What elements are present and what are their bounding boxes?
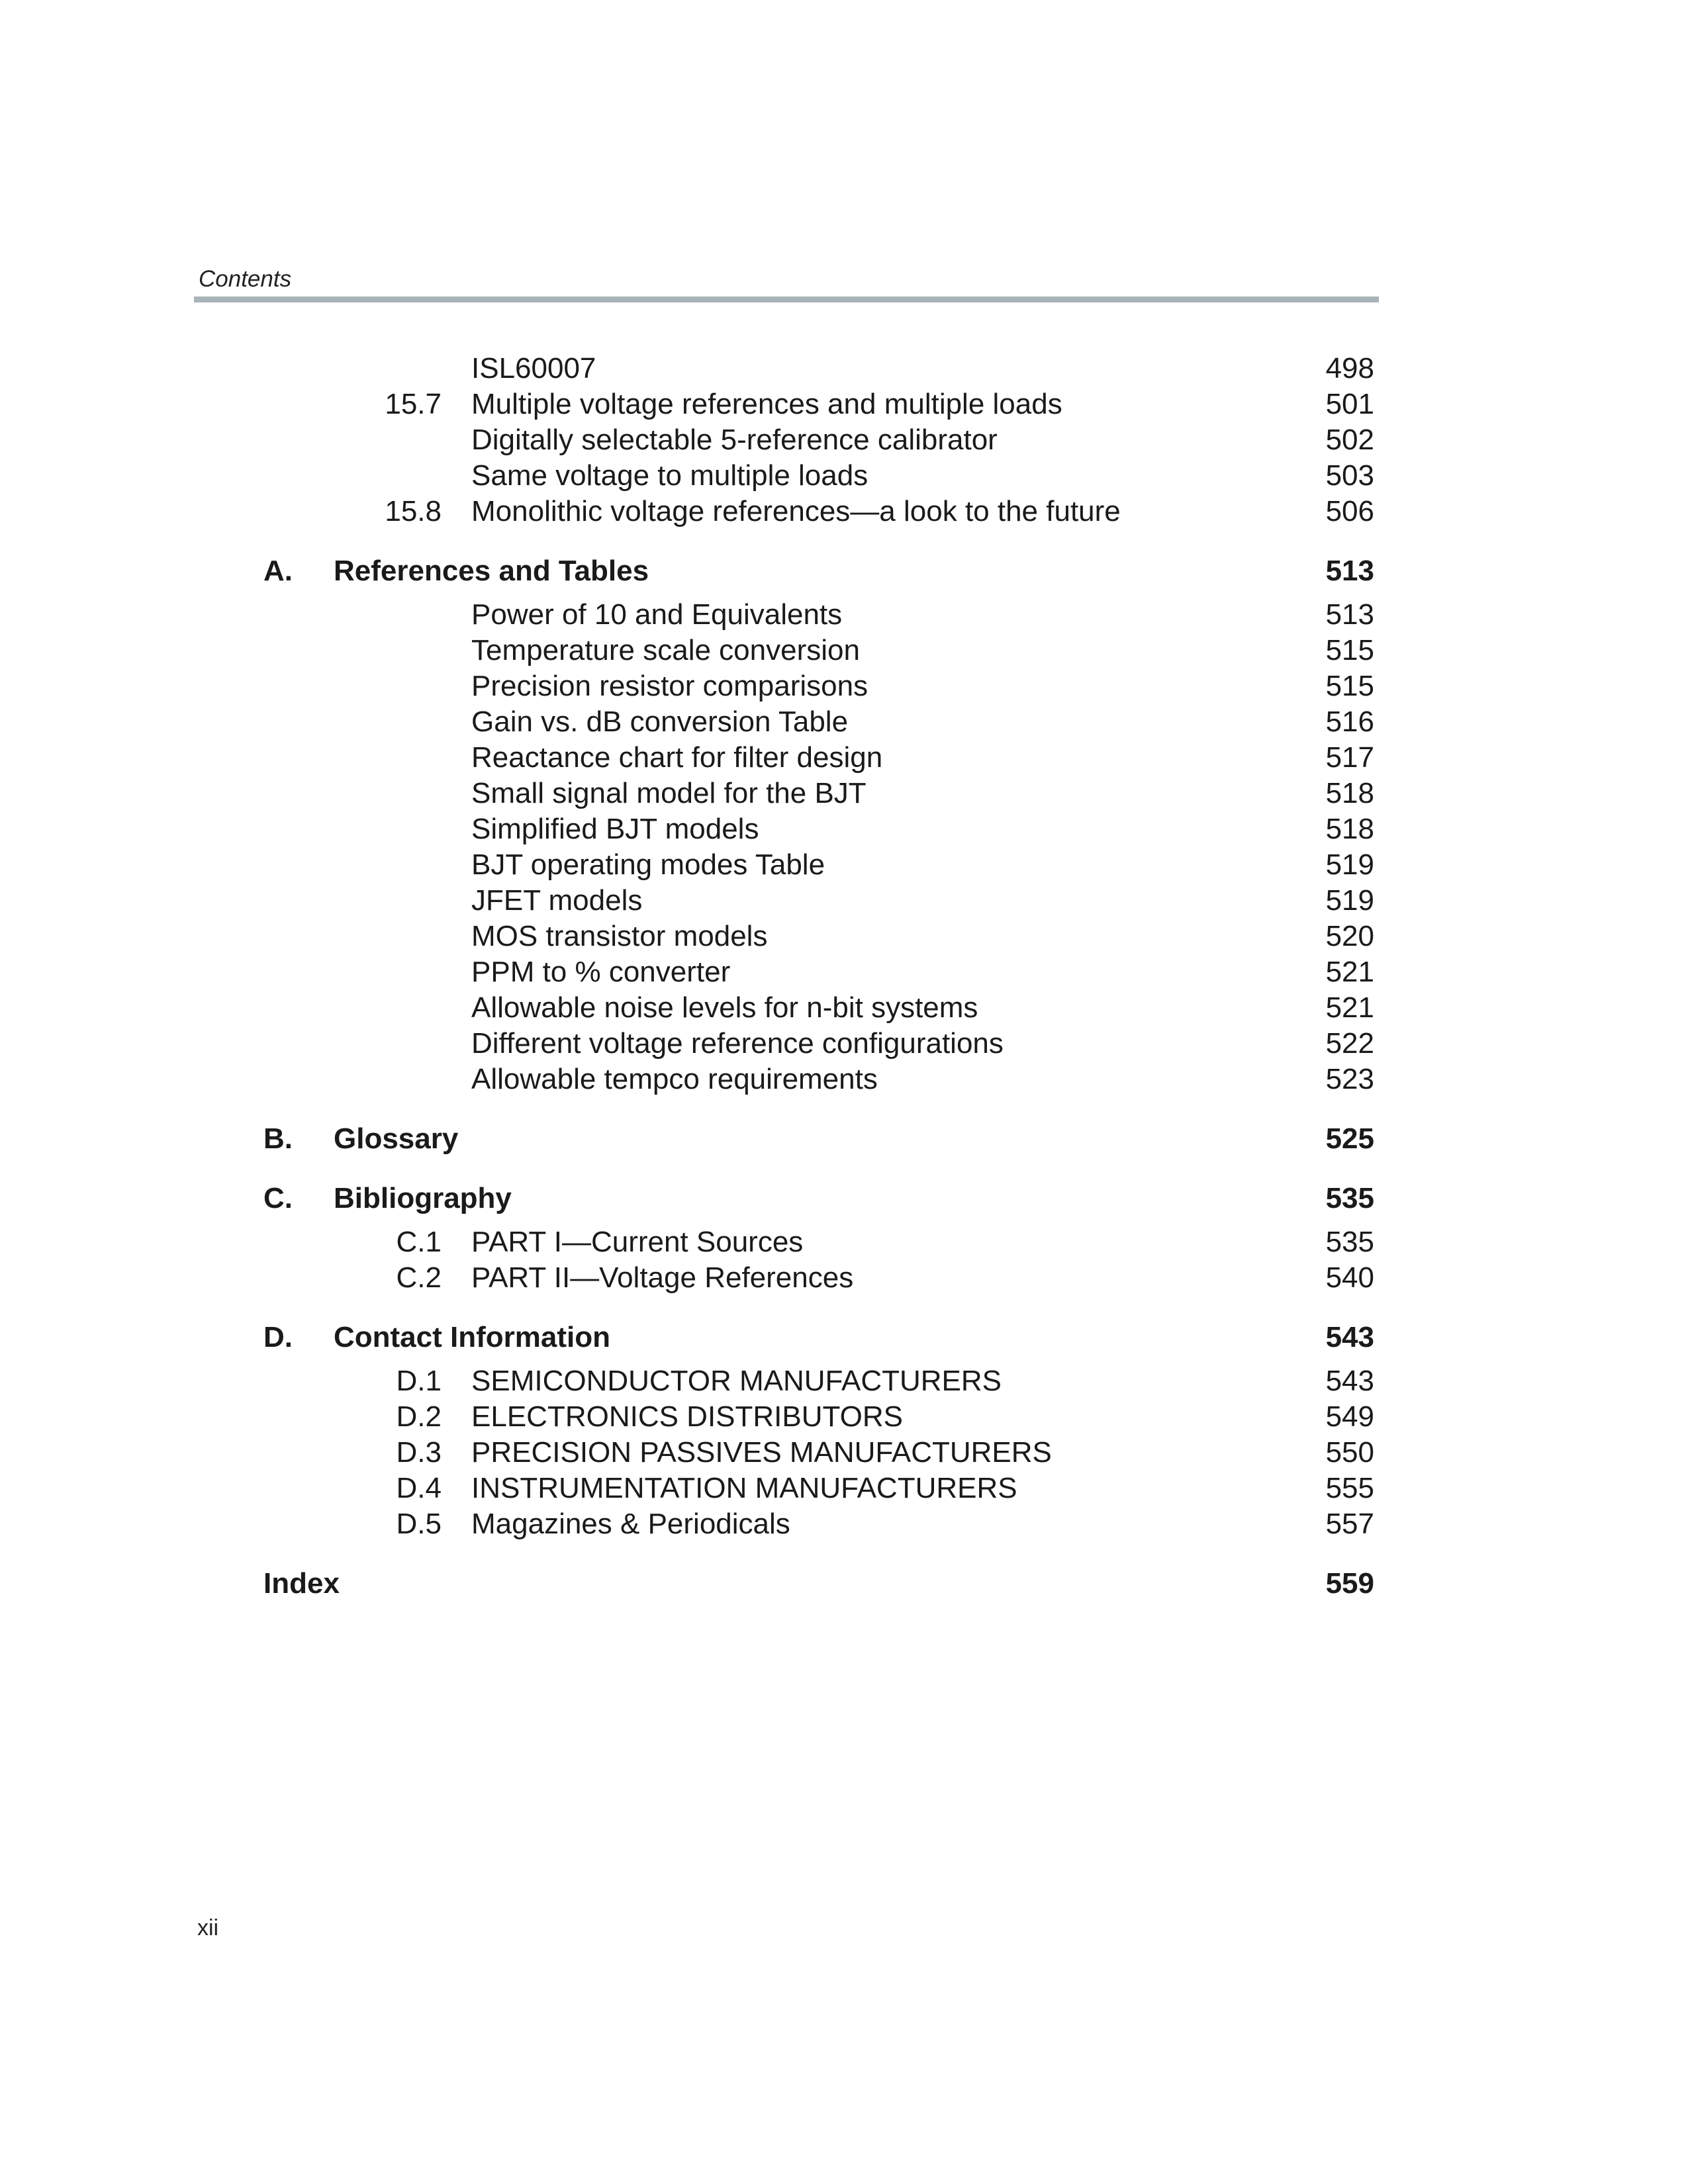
toc-entry[interactable] [0, 776, 1688, 811]
toc-entry-page: 519 [1325, 848, 1374, 881]
toc-entry-page: 518 [1325, 813, 1374, 845]
toc-entry-title: PPM to % converter [471, 956, 731, 988]
toc-entry[interactable] [0, 668, 1688, 704]
toc-entry-title: Different voltage reference configurations [471, 1027, 1004, 1060]
toc-entry[interactable] [0, 597, 1688, 633]
toc-entry-title: ELECTRONICS DISTRIBUTORS [471, 1400, 903, 1433]
toc-entry-title: Same voltage to multiple loads [471, 459, 868, 492]
toc-entry[interactable] [0, 1471, 1688, 1506]
toc-entry[interactable] [0, 458, 1688, 494]
toc-entry-title: Power of 10 and Equivalents [471, 598, 843, 631]
appendix-letter: C. [263, 1182, 293, 1214]
toc-entry-title: ISL60007 [471, 352, 596, 385]
toc-entry-title: SEMICONDUCTOR MANUFACTURERS [471, 1365, 1002, 1397]
toc-entry-page: 550 [1325, 1436, 1374, 1469]
toc-entry-page: 543 [1325, 1365, 1374, 1397]
toc-entry[interactable] [0, 811, 1688, 847]
toc-entry-page: 555 [1325, 1472, 1374, 1504]
toc-entry-number: 15.7 [385, 388, 442, 420]
toc-entry-title: Digitally selectable 5-reference calibrator [471, 424, 998, 456]
toc-entry-page: 503 [1325, 459, 1374, 492]
index-heading[interactable] [0, 1566, 1688, 1602]
toc-entry-title: Temperature scale conversion [471, 634, 860, 666]
toc-entry-page: 523 [1325, 1063, 1374, 1095]
table-of-contents [0, 351, 1688, 1610]
toc-entry-number: C.1 [396, 1226, 442, 1258]
toc-entry[interactable] [0, 704, 1688, 740]
toc-entry-page: 549 [1325, 1400, 1374, 1433]
toc-entry-page: 535 [1325, 1226, 1374, 1258]
toc-entry-number: D.4 [396, 1472, 442, 1504]
appendix-page: 535 [1325, 1182, 1374, 1214]
toc-entry-page: 502 [1325, 424, 1374, 456]
appendix-b-heading[interactable] [0, 1121, 1688, 1157]
toc-entry-title: PART I—Current Sources [471, 1226, 804, 1258]
toc-entry-title: Monolithic voltage references—a look to the future [471, 495, 1121, 527]
toc-entry-page: 498 [1325, 352, 1374, 385]
toc-entry[interactable] [0, 1224, 1688, 1260]
toc-entry[interactable] [0, 387, 1688, 422]
toc-entry[interactable] [0, 351, 1688, 387]
toc-entry-title: INSTRUMENTATION MANUFACTURERS [471, 1472, 1017, 1504]
toc-entry[interactable] [0, 883, 1688, 919]
toc-entry[interactable] [0, 1363, 1688, 1399]
appendix-d-heading[interactable] [0, 1320, 1688, 1355]
appendix-title: Bibliography [334, 1182, 512, 1214]
toc-entry-number: D.1 [396, 1365, 442, 1397]
toc-entry[interactable] [0, 919, 1688, 954]
toc-entry[interactable] [0, 1260, 1688, 1296]
toc-entry-number: D.3 [396, 1436, 442, 1469]
toc-entry[interactable] [0, 494, 1688, 529]
toc-entry-title: Magazines & Periodicals [471, 1508, 790, 1540]
toc-entry-title: Small signal model for the BJT [471, 777, 867, 809]
toc-entry-title: Simplified BJT models [471, 813, 759, 845]
toc-entry-title: Gain vs. dB conversion Table [471, 705, 849, 738]
toc-entry-page: 519 [1325, 884, 1374, 917]
toc-entry[interactable] [0, 1435, 1688, 1471]
toc-entry-page: 522 [1325, 1027, 1374, 1060]
toc-entry[interactable] [0, 954, 1688, 990]
appendix-title: Glossary [334, 1122, 459, 1155]
toc-entry[interactable] [0, 422, 1688, 458]
toc-entry-title: Reactance chart for filter design [471, 741, 883, 774]
running-head: Contents [199, 266, 292, 292]
toc-entry-title: BJT operating modes Table [471, 848, 825, 881]
appendix-letter: B. [263, 1122, 293, 1155]
toc-entry[interactable] [0, 1026, 1688, 1062]
toc-entry-page: 520 [1325, 920, 1374, 952]
appendix-title: Contact Information [334, 1321, 610, 1353]
page-number: xii [197, 1915, 219, 1940]
appendix-page: 525 [1325, 1122, 1374, 1155]
toc-entry[interactable] [0, 847, 1688, 883]
toc-entry-page: 517 [1325, 741, 1374, 774]
toc-entry-title: Multiple voltage references and multiple loads [471, 388, 1062, 420]
toc-entry-page: 515 [1325, 670, 1374, 702]
appendix-letter: D. [263, 1321, 293, 1353]
toc-entry-page: 501 [1325, 388, 1374, 420]
appendix-c-heading[interactable] [0, 1181, 1688, 1216]
toc-entry-number: C.2 [396, 1261, 442, 1294]
toc-entry[interactable] [0, 1506, 1688, 1542]
toc-entry-page: 518 [1325, 777, 1374, 809]
toc-entry-title: JFET models [471, 884, 643, 917]
toc-entry-page: 515 [1325, 634, 1374, 666]
toc-entry-title: PRECISION PASSIVES MANUFACTURERS [471, 1436, 1052, 1469]
toc-entry-page: 540 [1325, 1261, 1374, 1294]
appendix-a-heading[interactable] [0, 553, 1688, 589]
appendix-page: 543 [1325, 1321, 1374, 1353]
header-rule [194, 296, 1379, 302]
index-title: Index [263, 1567, 340, 1600]
toc-entry[interactable] [0, 633, 1688, 668]
toc-entry-number: 15.8 [385, 495, 442, 527]
toc-entry[interactable] [0, 1399, 1688, 1435]
toc-entry-page: 557 [1325, 1508, 1374, 1540]
index-page: 559 [1325, 1567, 1374, 1600]
toc-entry-page: 506 [1325, 495, 1374, 527]
toc-entry[interactable] [0, 740, 1688, 776]
toc-entry-number: D.2 [396, 1400, 442, 1433]
appendix-page: 513 [1325, 555, 1374, 587]
appendix-letter: A. [263, 555, 293, 587]
toc-entry-title: MOS transistor models [471, 920, 768, 952]
toc-entry-page: 516 [1325, 705, 1374, 738]
toc-entry-page: 521 [1325, 991, 1374, 1024]
toc-entry[interactable] [0, 990, 1688, 1026]
appendix-title: References and Tables [334, 555, 649, 587]
toc-entry-title: Allowable tempco requirements [471, 1063, 878, 1095]
toc-entry-page: 521 [1325, 956, 1374, 988]
toc-entry[interactable] [0, 1062, 1688, 1097]
toc-entry-title: Precision resistor comparisons [471, 670, 868, 702]
toc-entry-title: PART II—Voltage References [471, 1261, 854, 1294]
toc-entry-title: Allowable noise levels for n-bit systems [471, 991, 978, 1024]
toc-entry-number: D.5 [396, 1508, 442, 1540]
toc-entry-page: 513 [1325, 598, 1374, 631]
